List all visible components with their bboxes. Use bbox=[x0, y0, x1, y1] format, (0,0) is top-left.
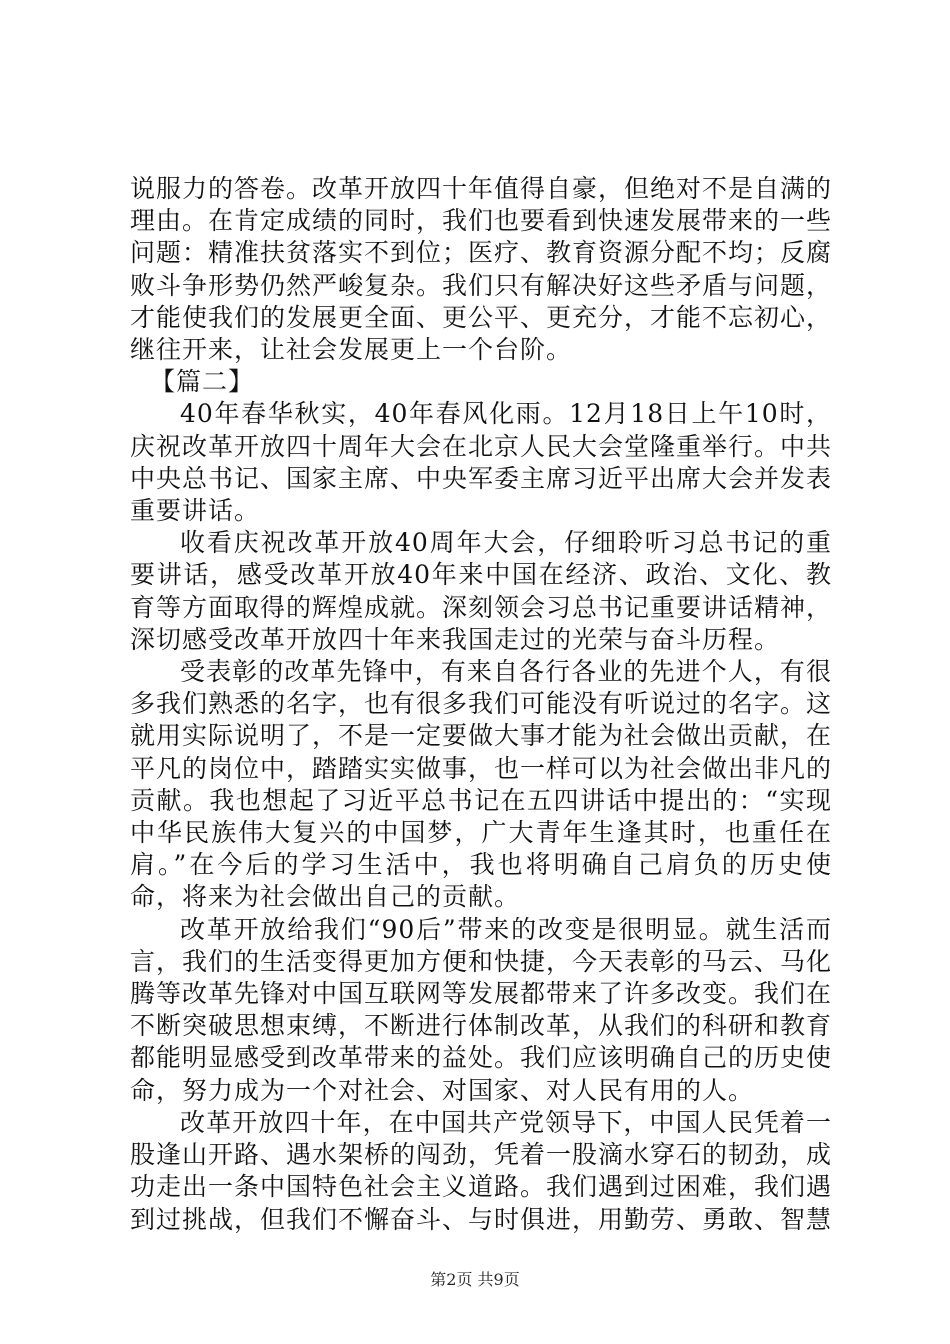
paragraph: 40年春华秋实，40年春风化雨。12月18日上午10时，庆祝改革开放四十周年大会在北京人民大会堂隆重举行。中共中央总书记、国家主席、中央军委主席习近平出席大会并发表重要讲话。 bbox=[130, 399, 833, 526]
page-number-footer: 第2页 共9页 bbox=[430, 1270, 520, 1289]
paragraph: 受表彰的改革先锋中，有来自各行各业的先进个人，有很多我们熟悉的名字，也有很多我们可能没有听说过的名字。这就用实际说明了，不是一定要做大事才能为社会做出贡献，在平凡的岗位中，踏踏实实做事，也一样可以为社会做出非凡的贡献。我也想起了习近平总书记在五四讲话中提出的：“实现中华民族伟大复兴的中国梦，广大青年生逢其时，也重任在肩。”在今后的学习生活中，我也将明确自己肩负的历史使命，将来为社会做出自己的贡献。 bbox=[130, 657, 833, 912]
section-heading: 【篇二】 bbox=[150, 367, 255, 397]
paragraph-continuation: 说服力的答卷。改革开放四十年值得自豪，但绝对不是自满的理由。在肯定成绩的同时，我们也要看到快速发展带来的一些问题：精准扶贫落实不到位；医疗、教育资源分配不均；反腐败斗争形势仍然严峻复杂。我们只有解决好这些矛盾与问题，才能使我们的发展更全面、更公平、更充分，才能不忘初心，继往开来，让社会发展更上一个台阶。 bbox=[130, 174, 833, 365]
paragraph: 改革开放四十年，在中国共产党领导下，中国人民凭着一股逢山开路、遇水架桥的闯劲，凭着一股滴水穿石的韧劲，成功走出一条中国特色社会主义道路。我们遇到过困难，我们遇到过挑战，但我们不懈奋斗、与时俱进，用勤劳、勇敢、智慧 bbox=[130, 1107, 833, 1234]
body-text bbox=[130, 173, 832, 1236]
paragraph: 改革开放给我们“90后”带来的改变是很明显。就生活而言，我们的生活变得更加方便和快捷，今天表彰的马云、马化腾等改革先锋对中国互联网等发展都带来了许多改变。我们在不断突破思想束缚，不断进行体制改革，从我们的科研和教育都能明显感受到改革带来的益处。我们应该明确自己的历史使命，努力成为一个对社会、对国家、对人民有用的人。 bbox=[130, 914, 833, 1105]
paragraph: 收看庆祝改革开放40周年大会，仔细聆听习总书记的重要讲话，感受改革开放40年来中国在经济、政治、文化、教育等方面取得的辉煌成就。深刻领会习总书记重要讲话精神，深切感受改革开放四十年来我国走过的光荣与奋斗历程。 bbox=[130, 528, 833, 654]
